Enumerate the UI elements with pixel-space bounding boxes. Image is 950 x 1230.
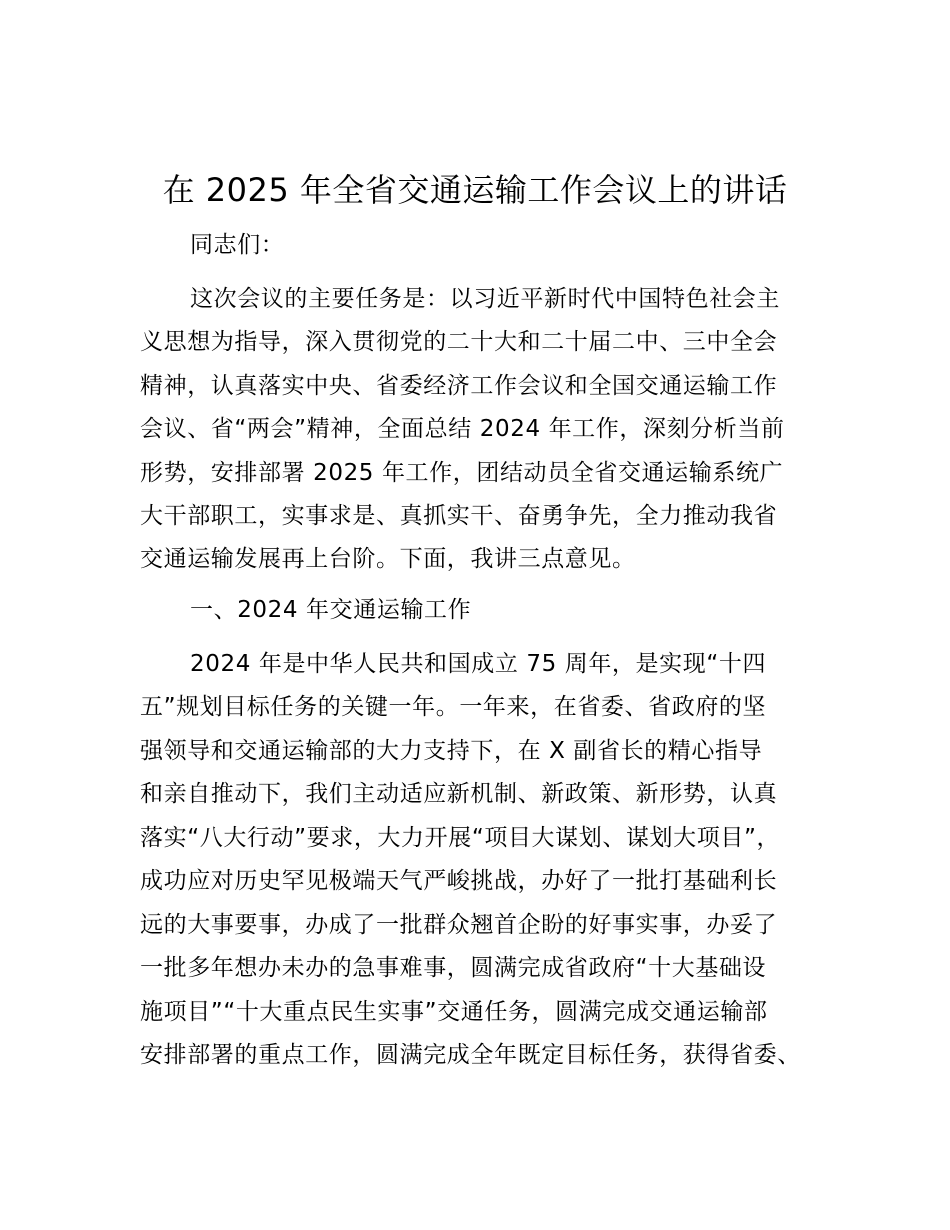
body-line: 落实“八大行动”要求，大力开展“项目大谋划、谋划大项目”， xyxy=(140,825,781,851)
intro-line: 义思想为指导，深入贯彻党的二十大和二十届二中、三中全会 xyxy=(140,329,778,355)
salutation: 同志们： xyxy=(190,232,285,258)
intro-line: 交通运输发展再上台阶。下面，我讲三点意见。 xyxy=(140,546,636,572)
body-line: 成功应对历史罕见极端天气严峻挑战，办好了一批打基础利长 xyxy=(140,868,778,894)
intro-line: 形势，安排部署 2025 年工作，团结动员全省交通运输系统广 xyxy=(140,460,784,486)
intro-line: 精神，认真落实中央、省委经济工作会议和全国交通运输工作 xyxy=(140,373,778,399)
body-line: 安排部署的重点工作，圆满完成全年既定目标任务，获得省委、 xyxy=(140,1042,801,1068)
body-line: 一批多年想办未办的急事难事，圆满完成省政府“十大基础设 xyxy=(140,955,767,981)
body-line: 强领导和交通运输部的大力支持下，在 X 副省长的精心指导 xyxy=(140,738,763,764)
intro-line: 会议、省“两会”精神，全面总结 2024 年工作，深刻分析当前 xyxy=(140,416,785,442)
intro-line: 这次会议的主要任务是：以习近平新时代中国特色社会主 xyxy=(190,286,780,312)
body-line: 施项目”“十大重点民生实事”交通任务，圆满完成交通运输部 xyxy=(140,999,768,1025)
document-title: 在 2025 年全省交通运输工作会议上的讲话 xyxy=(162,171,788,209)
body-line: 和亲自推动下，我们主动适应新机制、新政策、新形势，认真 xyxy=(140,781,778,807)
body-line: 2024 年是中华人民共和国成立 75 周年，是实现“十四 xyxy=(190,651,767,677)
body-line: 远的大事要事，办成了一批群众翘首企盼的好事实事，办妥了 xyxy=(140,912,778,938)
section-heading: 一、2024 年交通运输工作 xyxy=(190,597,472,623)
body-line: 五”规划目标任务的关键一年。一年来，在省委、省政府的坚 xyxy=(140,694,767,720)
intro-line: 大干部职工，实事求是、真抓实干、奋勇争先，全力推动我省 xyxy=(140,503,778,529)
